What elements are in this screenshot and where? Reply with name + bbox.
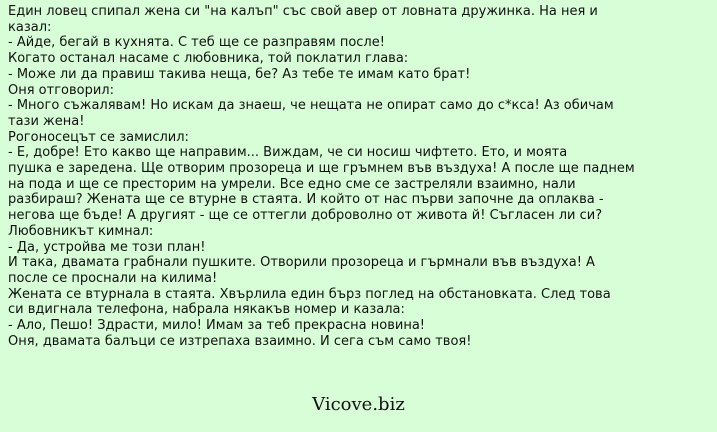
joke-line: Любовникът кимнал:	[8, 223, 154, 239]
joke-line: Оня отговорил:	[8, 82, 114, 98]
joke-line: - Може ли да правиш такива неща, бе? Аз тебе те имам като брат!	[8, 66, 471, 82]
joke-line: си вдигнала телефона, набрала някакъв номер и казала:	[8, 302, 405, 318]
joke-line: И така, двамата грабнали пушките. Отворили прозореца и гърмнали във въздуха! А	[8, 255, 595, 271]
joke-line: - Айде, бегай в кухнята. С теб ще се разправям после!	[8, 35, 385, 51]
joke-line: - Е, добре! Ето какво ще направим... Виждам, че си носиш чифтето. Ето, и моята	[8, 145, 568, 161]
joke-line: пушка е заредена. Ще отворим прозореца и ще гръмнем във въздуха! А после ще паднем	[8, 161, 635, 177]
site-watermark: Vicove.biz	[312, 394, 405, 415]
joke-text	[8, 4, 698, 349]
joke-line: - Много съжалявам! Но искам да знаеш, че нещата не опират само до с*кса! Аз обичам	[8, 98, 614, 114]
joke-line: Жената се втурнала в стаята. Хвърлила един бърз поглед на обстановката. След това	[8, 286, 611, 302]
joke-line: после се проснали на килима!	[8, 270, 218, 286]
joke-line: негова ще бъде! А другият - ще се оттегли доброволно от живота й! Съгласен ли си?	[8, 208, 603, 224]
joke-line: - Ало, Пешо! Здрасти, мило! Имам за теб прекрасна новина!	[8, 318, 426, 334]
joke-line: Оня, двамата балъци се изтрепаха взаимно. И сега съм само твоя!	[8, 333, 472, 349]
joke-line: Когато останал насаме с любовника, той поклатил глава:	[8, 51, 409, 67]
joke-line: казал:	[8, 19, 52, 35]
joke-line: Рогоносецът се замислил:	[8, 129, 189, 145]
joke-line: - Да, устройва ме този план!	[8, 239, 206, 255]
joke-line: разбираш? Жената ще се втурне в стаята. И който от нас първи започне да оплаква -	[8, 192, 604, 208]
joke-line: тази жена!	[8, 113, 85, 129]
joke-line: Един ловец спипал жена си "на калъп" със свой авер от ловната дружинка. На нея и	[8, 4, 598, 19]
joke-line: на пода и ще се престорим на умрели. Все едно сме се застреляли взаимно, нали	[8, 176, 576, 192]
